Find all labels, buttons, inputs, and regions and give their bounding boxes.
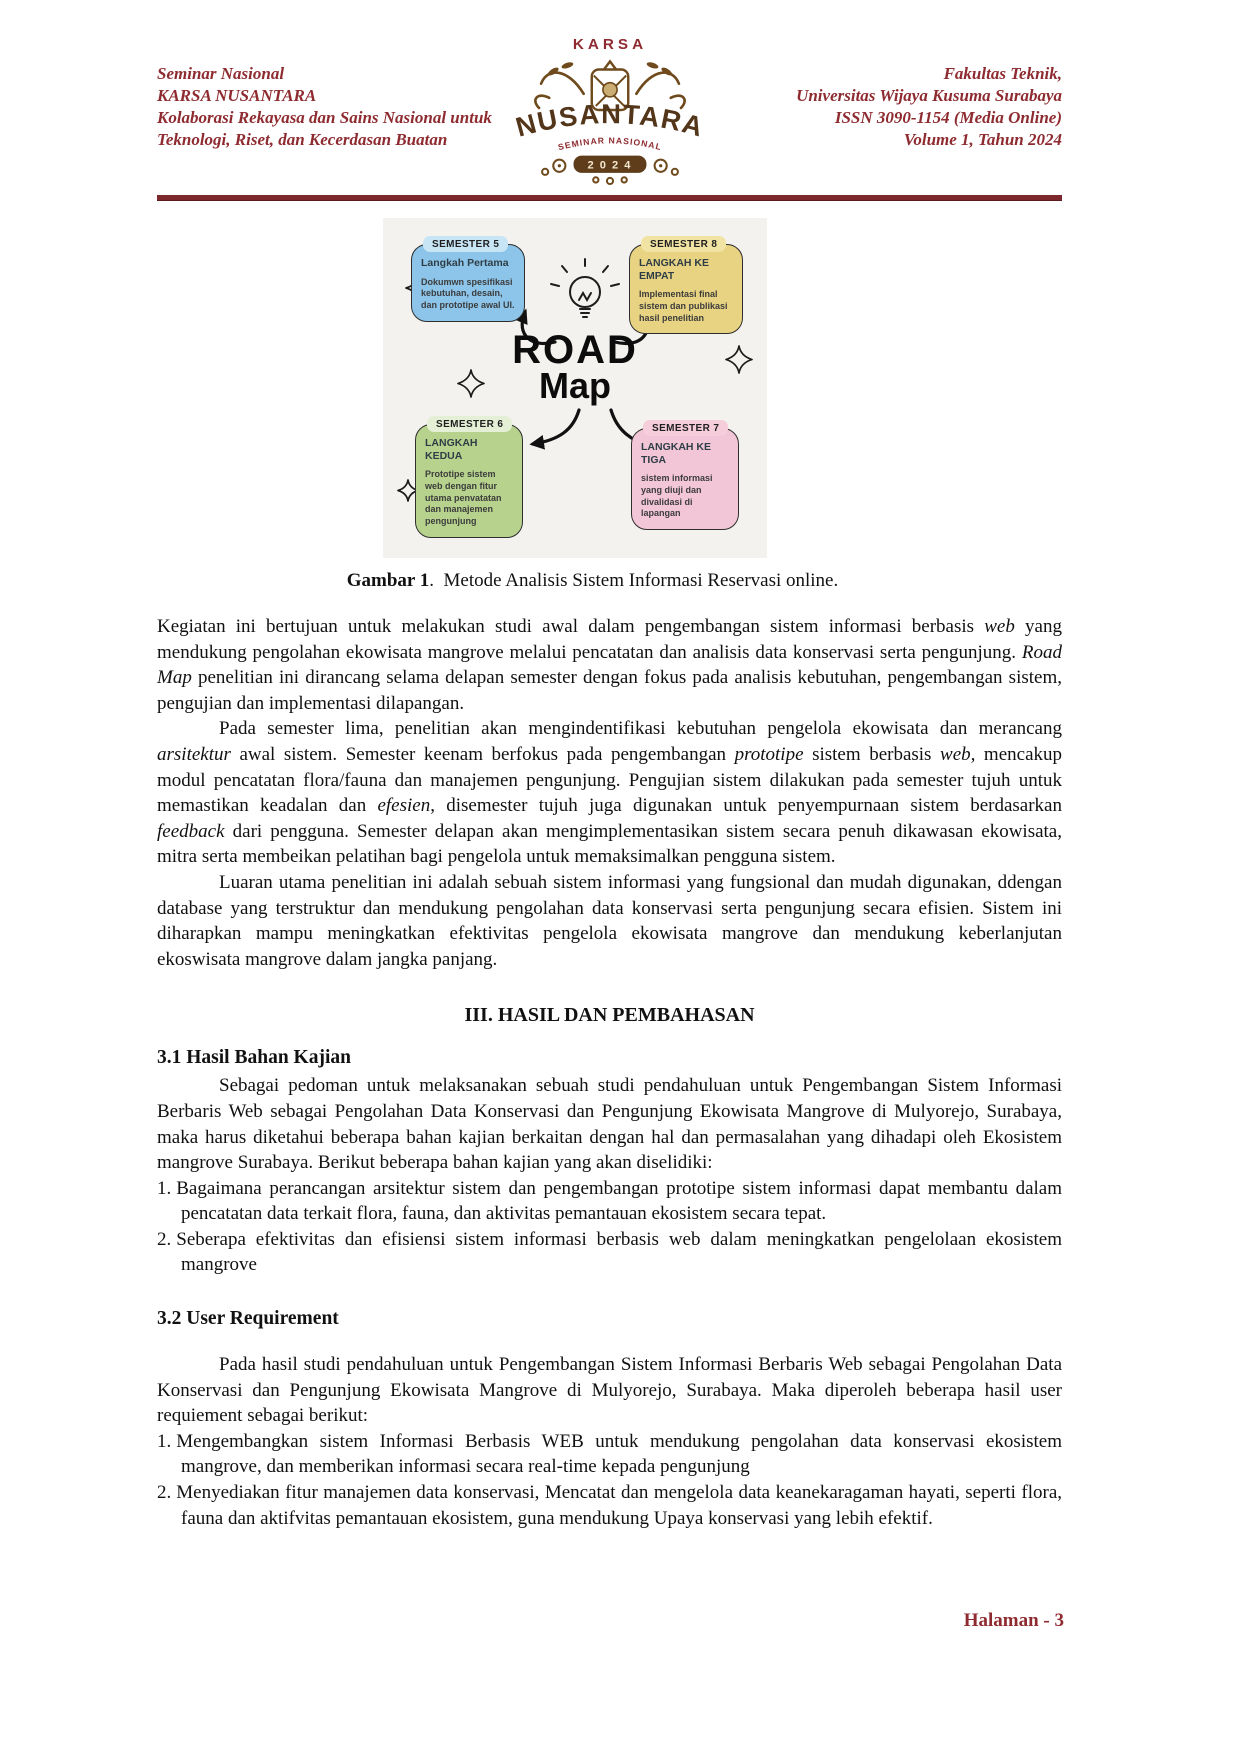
logo-year-text: 2024 — [586, 159, 637, 172]
list-item-number: 2. — [157, 1482, 172, 1504]
header-left-block — [157, 63, 492, 151]
paragraph: Pada semester lima, penelitian akan mengindentifikasi kebutuhan pengelola ekowisata dan merancang arsitektur awal sistem. Semester keenam berfokus pada pengembangan prototipe sistem berbasis web, mencakup modul pencatatan flora/fauna dan manajemen pengunjung. Pengujian sistem dilakukan pada semester tujuh untuk memastikan keadalan dan efesien, disemester tujuh juga digunakan untuk penyempurnaan sistem berdasarkan feedback dari pengguna. Semester delapan akan mengimplementasikan sistem secara penuh dikawasan ekowisata, mitra serta membeikan pelatihan bagi pengelola untuk memaksimalkan pengguna sistem. — [157, 718, 1063, 868]
roadmap-box-semester-7 — [631, 418, 739, 530]
semester-8-body: Implementasi final sistem dan publikasi hasil penelitian — [639, 289, 728, 323]
roadmap-box-semester-6 — [415, 414, 523, 538]
semester-7-body: sistem informasi yang diuji dan divalidasi di lapangan — [641, 473, 713, 519]
figure-1 — [383, 218, 767, 558]
figure-caption-label: Gambar 1 — [346, 570, 430, 591]
list-item-text: Mengembangkan sistem Informasi Berbasis WEB untuk mendukung pengolahan data konservasi ekosistem mangrove, dan memberikan informasi secara real-time kepada pengunjung — [176, 1430, 1062, 1478]
semester-6-label: SEMESTER 6 — [427, 416, 512, 432]
logo-nusantara-text: NUSANTARA — [511, 98, 708, 143]
list-item — [157, 1176, 1062, 1227]
logo-seminar-nasional-text: SEMINAR NASIONAL — [556, 135, 663, 153]
lightbulb-icon — [551, 259, 619, 317]
roadmap-title — [383, 330, 767, 404]
list-item — [157, 1429, 1062, 1480]
roadmap-box-semester-5 — [411, 234, 525, 322]
list-item-number: 1. — [157, 1177, 172, 1199]
list-item-text: Bagaimana perancangan arsitektur sistem dan pengembangan prototipe sistem informasi dapat membantu dalam pencatatan data terkait flora, fauna, dan aktivitas pemantauan ekosistem secara tepat. — [176, 1177, 1062, 1225]
semester-7-title: LANGKAH KE TIGA — [641, 441, 711, 466]
semester-5-title: Langkah Pertama — [421, 257, 509, 269]
semester-5-label: SEMESTER 5 — [423, 236, 508, 252]
header-right-line: Fakultas Teknik, — [943, 64, 1062, 83]
list-item-text: Menyediakan fitur manajemen data konservasi, Mencatat dan mengelola data keanekaragaman hayati, seperti flora, fauna dan aktifvitas pemantauan ekosistem, guna mendukung Upaya konservasi yang lebih efektif. — [176, 1482, 1062, 1529]
logo-karsa-text: KARSA — [572, 36, 647, 54]
page-header — [157, 36, 1062, 173]
roadmap-box-semester-8 — [629, 234, 743, 334]
header-left-line: KARSA NUSANTARA — [157, 86, 317, 105]
section-heading-hasil-dan-pembahasan: III. HASIL DAN PEMBAHASAN — [464, 1004, 755, 1027]
list-item-number: 2. — [157, 1228, 172, 1250]
header-left-line: Teknologi, Riset, dan Kecerdasan Buatan — [157, 130, 448, 149]
semester-5-body: Dokumwn spesifikasi kebutuhan, desain, dan prototipe awal UI. — [421, 276, 515, 310]
figure-caption-text: . Metode Analisis Sistem Informasi Reservasi online. — [429, 570, 839, 591]
header-divider — [157, 195, 1062, 201]
header-right-line: ISSN 3090-1154 (Media Online) — [834, 108, 1062, 127]
subsection-heading-3-2: 3.2 User Requirement — [157, 1308, 339, 1330]
semester-8-label: SEMESTER 8 — [641, 236, 726, 252]
semester-6-title: LANGKAH KEDUA — [425, 437, 478, 462]
header-right-line: Universitas Wijaya Kusuma Surabaya — [796, 86, 1062, 105]
subsection-heading-3-1: 3.1 Hasil Bahan Kajian — [157, 1047, 351, 1069]
karsa-nusantara-logo — [505, 33, 715, 185]
figure-caption — [123, 570, 1062, 592]
roadmap-title-line1: ROAD — [512, 328, 638, 372]
header-left-line: Kolaborasi Rekayasa dan Sains Nasional untuk — [157, 108, 492, 127]
curved-arrow-down-left-icon — [533, 410, 579, 444]
list-item-number: 1. — [157, 1430, 172, 1452]
semester-6-body: Prototipe sistem web dengan fitur utama penvatatan dan manajemen pengunjung — [425, 469, 502, 526]
list-item-text: Seberapa efektivitas dan efisiensi sistem informasi berbasis web dalam meningkatkan pengelolaan ekosistem mangrove — [176, 1228, 1062, 1276]
spacer — [157, 1330, 1062, 1352]
paragraph: Sebagai pedoman untuk melaksanakan sebuah studi pendahuluan untuk Pengembangan Sistem Informasi Berbaris Web sebagai Pengolahan Data Konservasi dan Pengunjung Ekowisata Mangrove di Mulyorejo, Surabaya, maka harus diketahui beberapa bahan kajian berkaitan dengan hal dan permasalahan yang dihadapi oleh Ekosistem mangrove Surabaya. Berikut beberapa bahan kajian yang akan diselidiki: — [157, 1075, 1062, 1174]
page-number-label: Halaman - 3 — [963, 1610, 1064, 1631]
roadmap-figure — [383, 218, 767, 558]
header-left-line: Seminar Nasional — [157, 64, 285, 83]
roadmap-title-line2: Map — [539, 365, 611, 406]
header-right-line: Volume 1, Tahun 2024 — [903, 130, 1062, 149]
list-item — [157, 1480, 1062, 1531]
semester-7-label: SEMESTER 7 — [643, 420, 728, 436]
paragraph: Pada hasil studi pendahuluan untuk Pengembangan Sistem Informasi Berbaris Web sebagai Pengolahan Data Konservasi dan Pengunjung Ekowisata Mangrove di Mulyorejo, Surabaya. Maka diperoleh beberapa hasil user requiement sebagai berikut: — [157, 1354, 1062, 1427]
semester-8-title: LANGKAH KE EMPAT — [639, 257, 709, 282]
header-right-block — [796, 63, 1062, 151]
paragraph: Luaran utama penelitian ini adalah sebuah sistem informasi yang fungsional dan mudah digunakan, ddengan database yang terstruktur dan mendukung pengolahan data konservasi serta pengunjung secara efisien. Sistem ini diharapkan mampu meningkatkan efektivitas pengelola ekowisata mangrove dan mendukung keberlanjutan ekoswisata mangrove dalam jangka panjang. — [157, 871, 1062, 970]
list-item — [157, 1227, 1062, 1278]
paragraph: Kegiatan ini bertujuan untuk melakukan studi awal dalam pengembangan sistem informasi berbasis web yang mendukung pengolahan ekowisata mangrove melalui pencatatan dan analisis data konservasi serta pengunjung. Road Map penelitian ini dirancang selama delapan semester dengan fokus pada analisis kebutuhan, pengembangan sistem, pengujian dan implementasi dilapangan. — [157, 616, 1062, 714]
